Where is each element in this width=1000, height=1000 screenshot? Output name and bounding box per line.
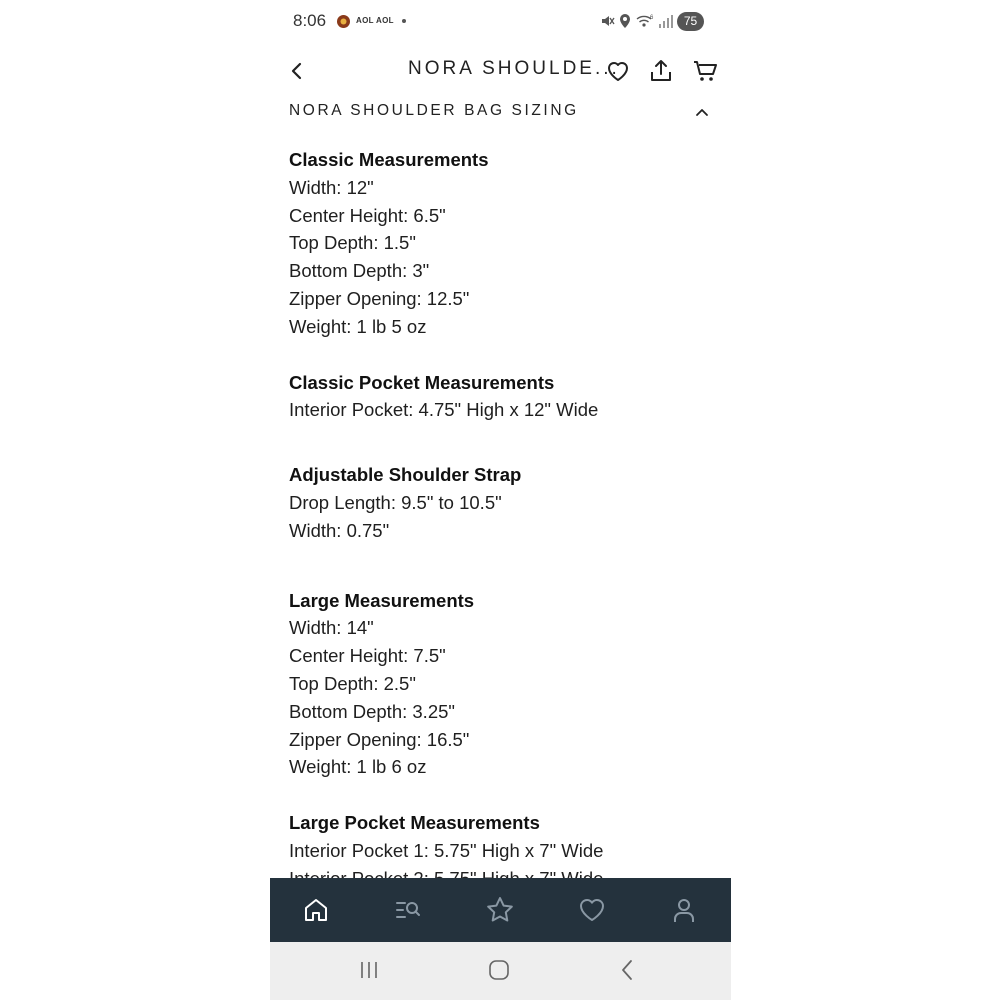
sizing-section-title[interactable]: NORA SHOULDER BAG SIZING — [289, 102, 579, 119]
app-notification-icon — [336, 14, 351, 29]
wifi-icon — [636, 13, 654, 29]
more-notifications-dot — [402, 19, 406, 23]
measurement-line: Bottom Depth: 3" — [289, 260, 430, 282]
measurement-line: Width: 12" — [289, 176, 374, 198]
measurement-line: Zipper Opening: 16.5" — [289, 728, 470, 750]
phone-screen — [270, 0, 731, 1000]
measurement-line: Center Height: 6.5" — [289, 204, 446, 226]
recents-icon[interactable] — [357, 958, 381, 982]
aol-notification-2: AOL — [376, 16, 394, 25]
bottom-tab-bar — [270, 878, 731, 942]
measurement-line: Width: 0.75" — [289, 519, 390, 541]
heart-icon[interactable] — [577, 895, 607, 925]
cart-button[interactable] — [692, 58, 718, 84]
measurement-line: Center Height: 7.5" — [289, 645, 446, 667]
measurement-line: Drop Length: 9.5" to 10.5" — [289, 491, 502, 513]
measurement-line: Weight: 1 lb 5 oz — [289, 315, 427, 337]
status-time: 8:06 — [293, 11, 327, 30]
group-classic — [289, 146, 719, 341]
measurement-line: Weight: 1 lb 6 oz — [289, 756, 427, 778]
product-header — [270, 48, 731, 92]
back-button[interactable] — [284, 58, 310, 84]
measurement-line: Top Depth: 2.5" — [289, 672, 416, 694]
share-button[interactable] — [648, 58, 674, 84]
measurement-line: Interior Pocket 1: 5.75" High x 7" Wide — [289, 839, 604, 861]
profile-icon[interactable] — [669, 895, 699, 925]
group-heading: Large Measurements — [289, 589, 475, 611]
cell-signal-icon — [658, 13, 674, 29]
favorite-button[interactable] — [605, 58, 631, 84]
mute-icon — [599, 13, 615, 29]
home-nav-icon[interactable] — [487, 958, 511, 982]
measurement-line: Width: 14" — [289, 617, 374, 639]
group-heading: Adjustable Shoulder Strap — [289, 464, 522, 486]
group-large — [289, 587, 719, 782]
system-nav-bar — [270, 942, 731, 1000]
location-icon — [618, 13, 632, 29]
aol-notification-1: AOL — [356, 16, 374, 25]
measurement-line: Top Depth: 1.5" — [289, 232, 416, 254]
collapse-chevron-icon[interactable] — [694, 104, 710, 120]
measurement-line: Bottom Depth: 3.25" — [289, 700, 455, 722]
measurement-line: Zipper Opening: 12.5" — [289, 287, 470, 309]
group-heading: Classic Measurements — [289, 149, 489, 170]
group-heading: Classic Pocket Measurements — [289, 371, 555, 393]
wifi-6-label: 6 — [650, 15, 654, 21]
status-bar — [270, 0, 731, 44]
home-icon[interactable] — [301, 895, 331, 925]
search-list-icon[interactable] — [393, 895, 423, 925]
measurement-line: Interior Pocket: 4.75" High x 12" Wide — [289, 399, 599, 421]
group-classic-pocket — [289, 369, 719, 425]
battery-level: 75 — [677, 12, 704, 31]
sizing-content — [289, 146, 719, 893]
group-strap — [289, 461, 719, 544]
page-title: NORA SHOULDE... — [408, 58, 620, 79]
star-icon[interactable] — [485, 895, 515, 925]
group-heading: Large Pocket Measurements — [289, 812, 540, 834]
back-nav-icon[interactable] — [616, 958, 640, 982]
